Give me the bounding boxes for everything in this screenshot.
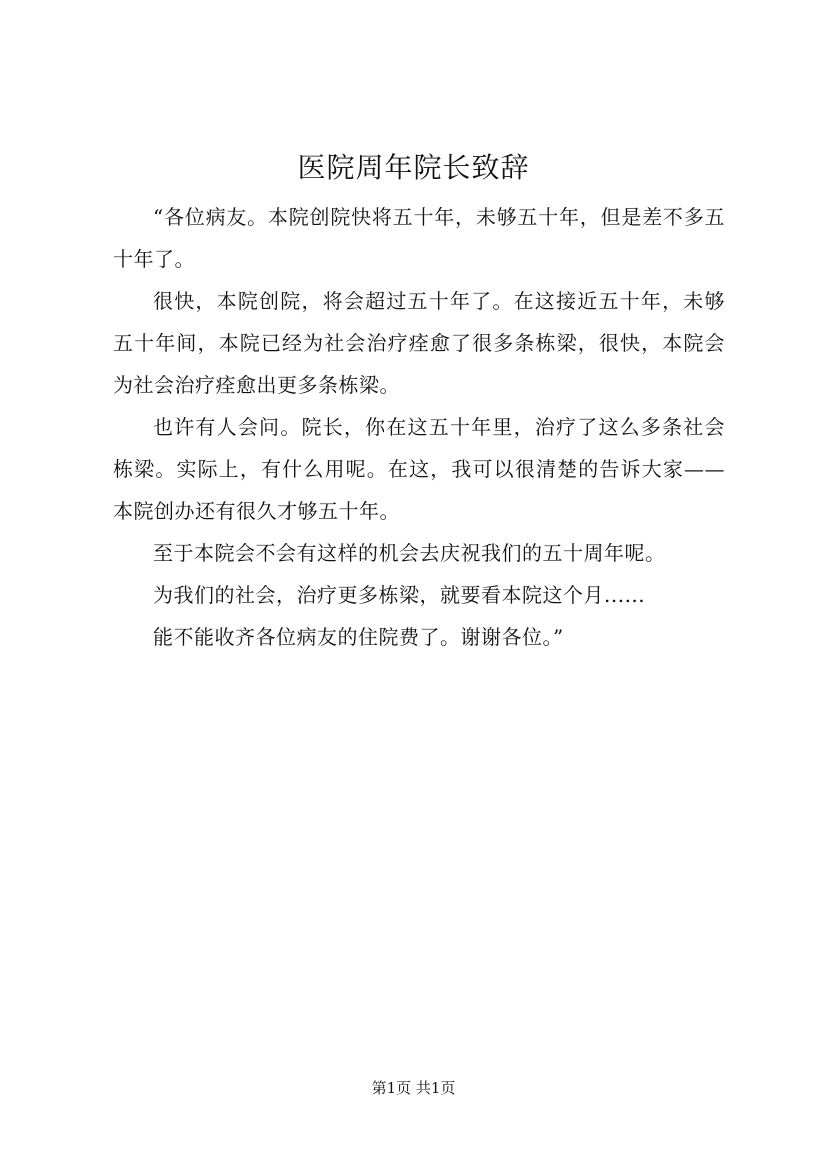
paragraph-6: 能不能收齐各位病友的住院费了。谢谢各位。” [153, 625, 564, 649]
page-footer: 第1页 共1页 [371, 1079, 456, 1097]
paragraph-3: 也许有人会问。院长，你在这五十年里，治疗了这么多条社会栋梁。实际上，有什么用呢。在这，我可以很清楚的告诉大家——本院创办还有很久才够五十年。 [113, 415, 725, 523]
paragraph-1: “各位病友。本院创院快将五十年，未够五十年，但是差不多五十年了。 [113, 205, 725, 271]
paragraph-4: 至于本院会不会有这样的机会去庆祝我们的五十周年呢。 [153, 541, 666, 565]
paragraph-5: 为我们的社会，治疗更多栋梁，就要看本院这个月...... [153, 583, 646, 607]
document-title: 医院周年院长致辞 [297, 151, 530, 184]
document-body [113, 196, 725, 658]
paragraph-2: 很快，本院创院，将会超过五十年了。在这接近五十年，未够五十年间，本院已经为社会治疗痊愈了很多条栋梁，很快，本院会为社会治疗痊愈出更多条栋梁。 [113, 289, 725, 397]
